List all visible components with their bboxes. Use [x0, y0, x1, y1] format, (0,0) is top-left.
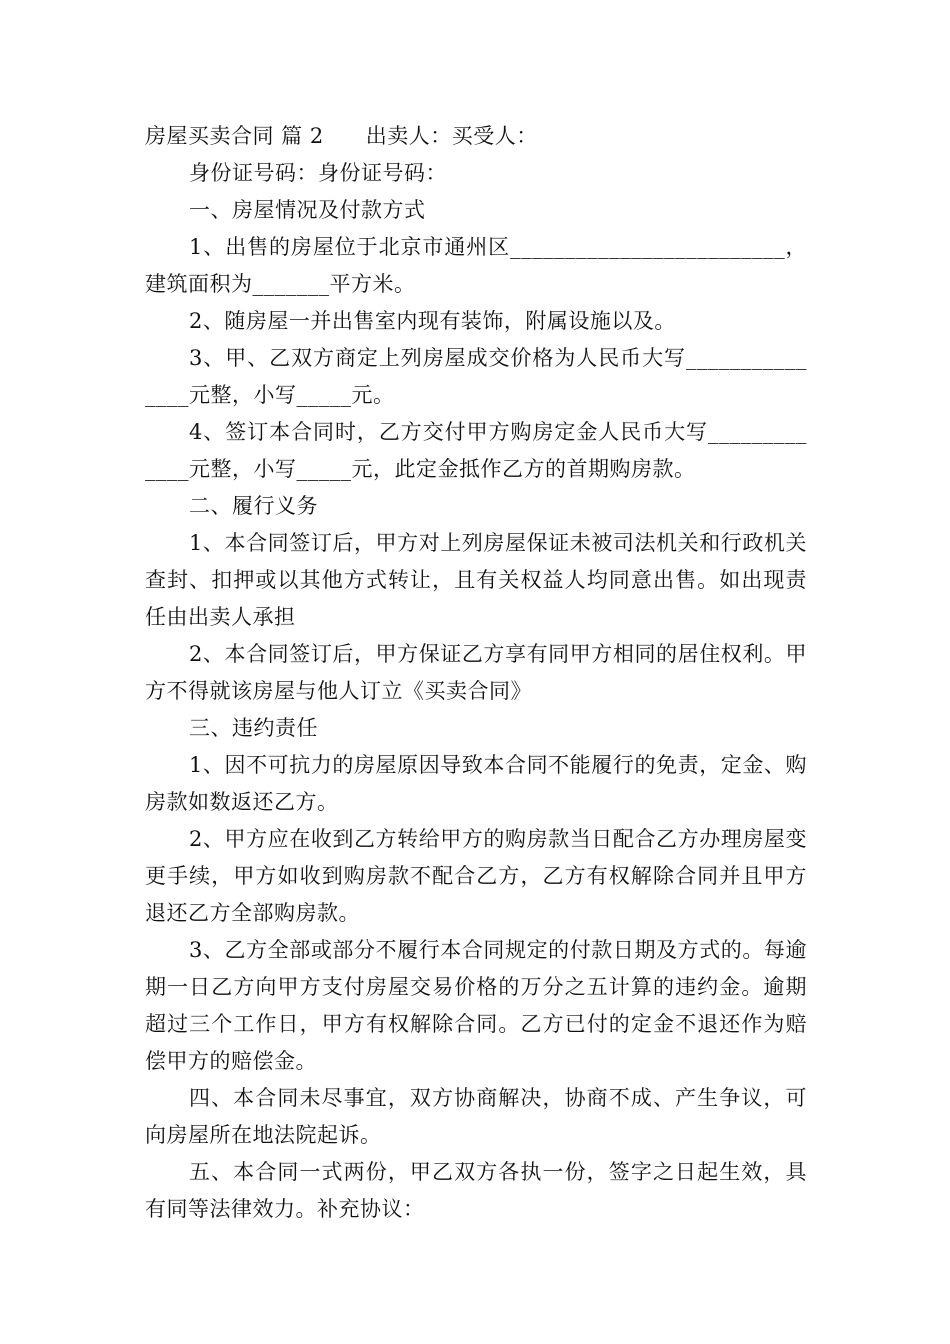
clause-2-1: 1、本合同签订后，甲方对上列房屋保证未被司法机关和行政机关查封、扣押或以其他方式转让，且有关权益人均同意出售。如出现责任由出卖人承担: [145, 531, 807, 629]
section-4-paragraph: 四、本合同未尽事宜，双方协商解决，协商不成、产生争议，可向房屋所在地法院起诉。: [145, 1086, 807, 1147]
clause-1-4: 4、签订本合同时，乙方交付甲方购房定金人民币大写_____________元整，小写_____元，此定金抵作乙方的首期购房款。: [145, 420, 807, 481]
document-title-line: [145, 118, 807, 155]
clause-1-3: 3、甲、乙双方商定上列房屋成交价格为人民币大写_______________元整，小写_____元。: [145, 346, 807, 407]
section-heading-2: 二、履行义务: [189, 494, 318, 518]
document-title: 房屋买卖合同 篇 2: [145, 124, 324, 148]
clause-1-2: 2、随房屋一并出售室内现有装饰，附属设施以及。: [189, 309, 676, 333]
clause-3-1: 1、因不可抗力的房屋原因导致本合同不能履行的免责，定金、购房款如数返还乙方。: [145, 753, 807, 814]
clause-3-2: 2、甲方应在收到乙方转给甲方的购房款当日配合乙方办理房屋变更手续，甲方如收到购房款不配合乙方，乙方有权解除合同并且甲方退还乙方全部购房款。: [145, 827, 807, 925]
section-heading-1: 一、房屋情况及付款方式: [189, 198, 426, 222]
id-number-line: 身份证号码：身份证号码：: [189, 161, 447, 185]
section-heading-3: 三、违约责任: [189, 716, 318, 740]
clause-1-1: 1、出售的房屋位于北京市通州区_________________________，建筑面积为_______平方米。: [145, 235, 807, 296]
clause-3-3: 3、乙方全部或部分不履行本合同规定的付款日期及方式的。每逾期一日乙方向甲方支付房屋交易价格的万分之五计算的违约金。逾期超过三个工作日，甲方有权解除合同。乙方已付的定金不退还作为赔偿甲方的赔偿金。: [145, 938, 807, 1073]
clause-2-2: 2、本合同签订后，甲方保证乙方享有同甲方相同的居住权利。甲方不得就该房屋与他人订立《买卖合同》: [145, 642, 807, 703]
parties-label: 出卖人：买受人：: [365, 124, 538, 148]
section-5-paragraph: 五、本合同一式两份，甲乙双方各执一份，签字之日起生效，具有同等法律效力。补充协议：: [145, 1160, 807, 1221]
document-body: [145, 118, 807, 1228]
